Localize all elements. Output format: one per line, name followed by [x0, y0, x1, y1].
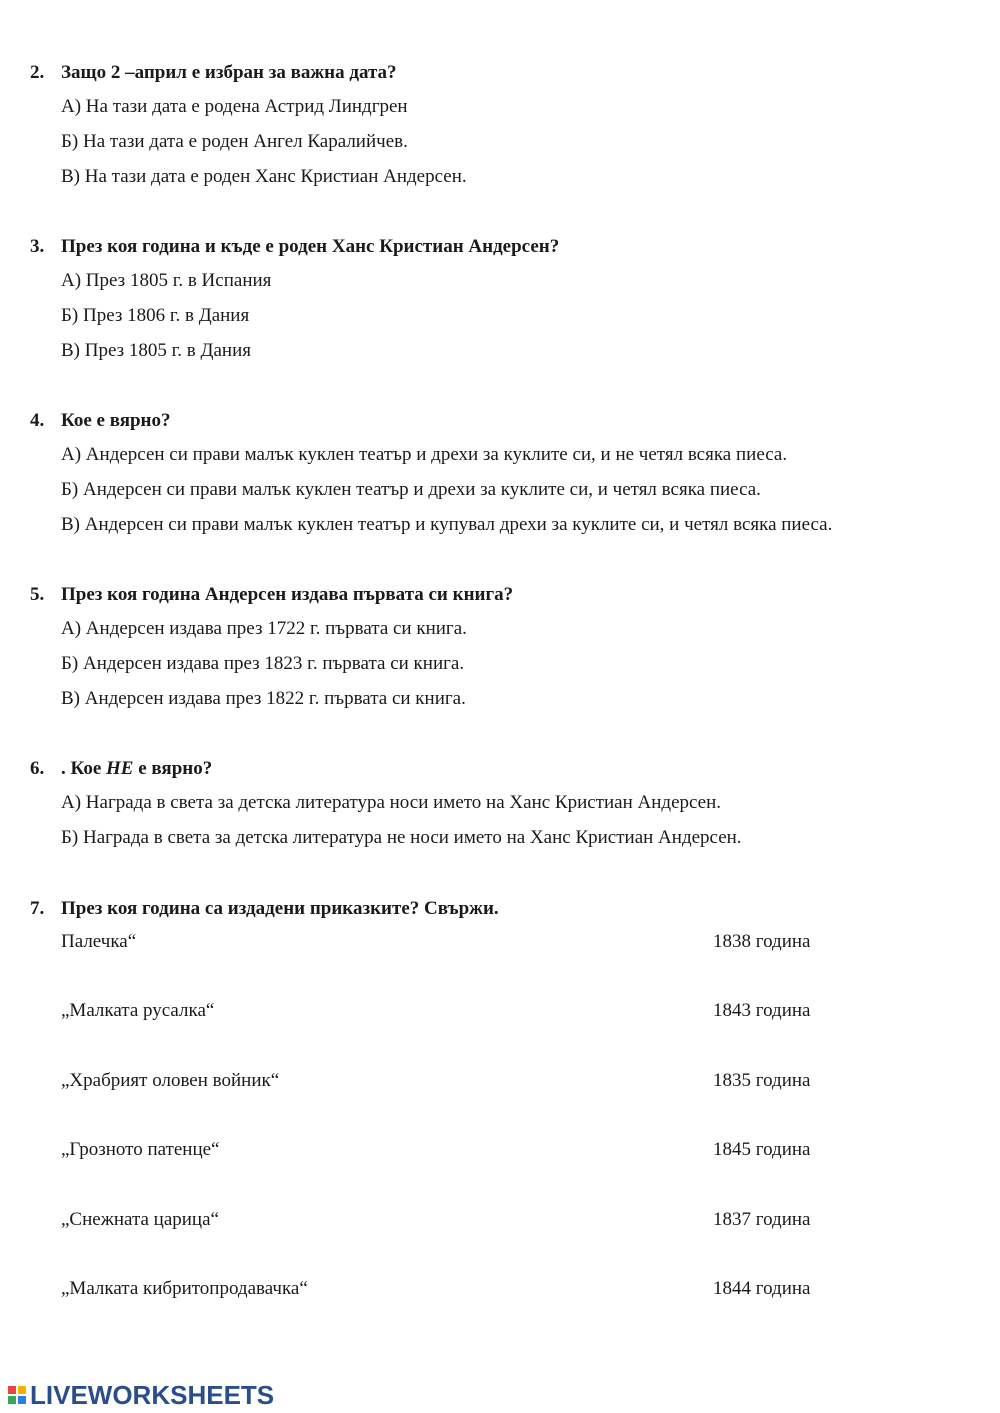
question-title [30, 236, 559, 258]
year-item[interactable]: 1837 година [713, 1209, 811, 1230]
question-title [30, 62, 397, 84]
tale-item[interactable]: „Малката русалка“ [61, 1000, 215, 1021]
question-number: 6. [30, 758, 45, 779]
question-text: Кое е вярно? [61, 410, 171, 431]
year-item[interactable]: 1845 година [713, 1139, 811, 1160]
question-text-emphasis: НЕ [106, 758, 134, 779]
question-title [30, 758, 212, 780]
question-text: През коя година и къде е роден Ханс Кристиан Андерсен? [61, 236, 560, 257]
liveworksheets-logo[interactable] [8, 1380, 274, 1410]
question-title [30, 584, 513, 606]
question-title [30, 898, 499, 920]
tale-item[interactable]: „Малката кибритопродавачка“ [61, 1278, 308, 1299]
question-text-prefix: . Кое [61, 758, 107, 779]
year-item[interactable]: 1843 година [713, 1000, 811, 1021]
option-b[interactable]: Б) На тази дата е роден Ангел Каралийчев. [61, 131, 408, 152]
option-a[interactable]: А) На тази дата е родена Астрид Линдгрен [61, 96, 408, 117]
question-title [30, 410, 171, 432]
tale-item[interactable]: „Грозното патенце“ [61, 1139, 220, 1160]
question-text: Защо 2 –април е избран за важна дата? [61, 62, 397, 83]
logo-block [18, 1386, 26, 1394]
question-number: 3. [30, 236, 45, 257]
question-number: 5. [30, 584, 45, 605]
option-a[interactable]: А) Награда в света за детска литература носи името на Ханс Кристиан Андерсен. [61, 792, 722, 813]
question-text: През коя година са издадени приказките? Свържи. [61, 898, 499, 919]
tale-item[interactable]: „Храбрият оловен войник“ [61, 1070, 280, 1091]
question-text: През коя година Андерсен издава първата си книга? [61, 584, 514, 605]
option-c[interactable]: В) Андерсен си прави малък куклен театър и купувал дрехи за куклите си, и четял всяка пиеса. [61, 514, 833, 535]
question-number: 2. [30, 62, 45, 83]
option-c[interactable]: В) Андерсен издава през 1822 г. първата си книга. [61, 688, 466, 709]
year-item[interactable]: 1835 година [713, 1070, 811, 1091]
option-a[interactable]: А) През 1805 г. в Испания [61, 270, 272, 291]
option-b[interactable]: Б) Андерсен издава през 1823 г. първата си книга. [61, 653, 465, 674]
option-a[interactable]: А) Андерсен издава през 1722 г. първата си книга. [61, 618, 467, 639]
option-b[interactable]: Б) През 1806 г. в Дания [61, 305, 250, 326]
option-b[interactable]: Б) Награда в света за детска литература не носи името на Ханс Кристиан Андерсен. [61, 827, 742, 848]
logo-block [18, 1396, 26, 1404]
option-b[interactable]: Б) Андерсен си прави малък куклен театър и дрехи за куклите си, и четял всяка пиеса. [61, 479, 761, 500]
logo-blocks-icon [8, 1386, 26, 1404]
option-a[interactable]: А) Андерсен си прави малък куклен театър и дрехи за куклите си, и не четял всяка пиеса. [61, 444, 788, 465]
question-number: 4. [30, 410, 45, 431]
option-c[interactable]: В) През 1805 г. в Дания [61, 340, 251, 361]
question-text-suffix: е вярно? [133, 758, 213, 779]
logo-block [8, 1396, 16, 1404]
tale-item[interactable]: Палечка“ [61, 931, 137, 952]
year-item[interactable]: 1838 година [713, 931, 811, 952]
question-number: 7. [30, 898, 45, 919]
tale-item[interactable]: „Снежната царица“ [61, 1209, 219, 1230]
year-item[interactable]: 1844 година [713, 1278, 811, 1299]
logo-block [8, 1386, 16, 1394]
logo-text: LIVEWORKSHEETS [30, 1379, 275, 1410]
option-c[interactable]: В) На тази дата е роден Ханс Кристиан Андерсен. [61, 166, 467, 187]
